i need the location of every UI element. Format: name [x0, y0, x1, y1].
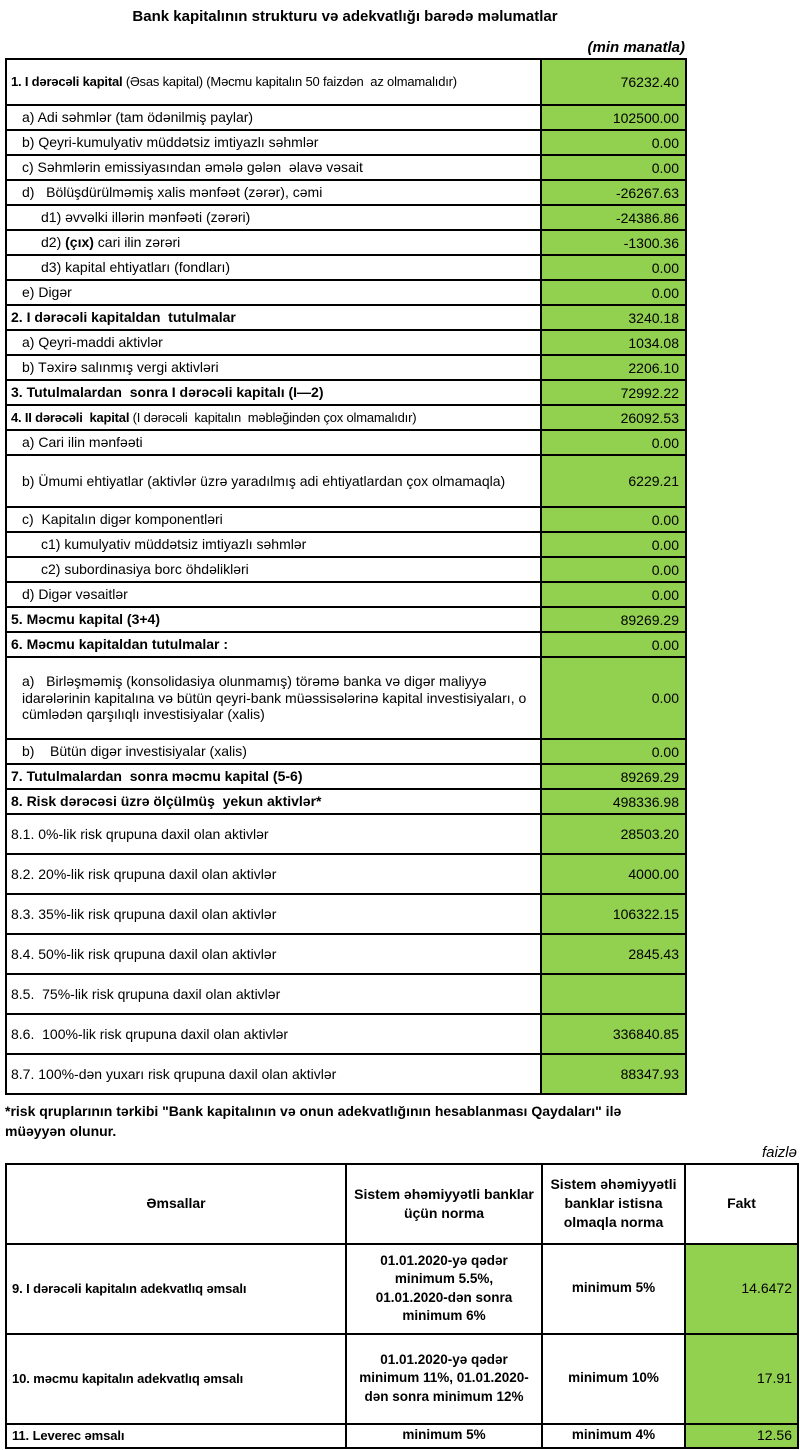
capital-row-value: 1034.08: [542, 331, 685, 354]
capital-row-label: 8.5. 75%-lik risk qrupuna daxil olan aktivlər: [7, 975, 542, 1013]
capital-row: [7, 975, 685, 1015]
capital-row: [7, 406, 685, 431]
percent-note: faizlə: [761, 1143, 797, 1161]
ratio-row-fact: 14.6472: [686, 1245, 797, 1333]
capital-row: [7, 431, 685, 456]
capital-row: [7, 1015, 685, 1055]
capital-row-label: 1. I dərəcəli kapital (Əsas kapital) (Məcmu kapitalın 50 faizdən az olmamalıdır): [7, 60, 542, 104]
capital-row-label: a) Cari ilin mənfəəti: [7, 431, 542, 454]
capital-row: [7, 181, 685, 206]
ratio-row-fact: 12.56: [686, 1425, 797, 1447]
page-title: Bank kapitalının strukturu və adekvatlığı barədə məlumatlar: [132, 8, 558, 25]
capital-row-label: 8.4. 50%-lik risk qrupuna daxil olan aktivlər: [7, 935, 542, 973]
capital-row-label: c) Səhmlərin emissiyasından əmələ gələn əlavə vəsait: [7, 156, 542, 179]
capital-row-label: b) Qeyri-kumulyativ müddətsiz imtiyazlı səhmlər: [7, 131, 542, 154]
capital-row: [7, 558, 685, 583]
capital-row-value: 4000.00: [542, 855, 685, 893]
capital-row-value: 0.00: [542, 131, 685, 154]
capital-row-label: 8.6. 100%-lik risk qrupuna daxil olan aktivlər: [7, 1015, 542, 1053]
capital-row-label: d) Bölüşdürülməmiş xalis mənfəət (zərər), cəmi: [7, 181, 542, 204]
capital-row-value: -24386.86: [542, 206, 685, 229]
capital-row-label: 5. Məcmu kapital (3+4): [7, 608, 542, 631]
capital-row-label: 8.2. 20%-lik risk qrupuna daxil olan aktivlər: [7, 855, 542, 893]
capital-row: [7, 60, 685, 106]
ratio-row-systemic-norm: 01.01.2020-yə qədər minimum 11%, 01.01.2020-dən sonra minimum 12%: [347, 1335, 543, 1423]
capital-row: [7, 765, 685, 790]
ratio-row-other-norm: minimum 10%: [543, 1335, 686, 1423]
ratio-table-header-row: [7, 1165, 797, 1245]
capital-row-label: 3. Tutulmalardan sonra I dərəcəli kapitalı (I—2): [7, 381, 542, 404]
capital-row-value: 0.00: [542, 658, 685, 738]
capital-row-label: b) Təxirə salınmış vergi aktivləri: [7, 356, 542, 379]
ratio-row-systemic-norm: minimum 5%: [347, 1425, 543, 1447]
capital-row-label: 6. Məcmu kapitaldan tutulmalar :: [7, 633, 542, 656]
capital-row-value: 0.00: [542, 156, 685, 179]
capital-row-label: e) Digər: [7, 281, 542, 304]
capital-row-value: 0.00: [542, 740, 685, 763]
capital-row: [7, 658, 685, 740]
capital-row-value: [542, 975, 685, 1013]
ratio-header-other-norm: Sistem əhəmiyyətli banklar istisna olmaqla norma: [543, 1165, 686, 1243]
capital-row-value: 2845.43: [542, 935, 685, 973]
capital-row: [7, 895, 685, 935]
unit-note: (min manatla): [587, 39, 685, 56]
capital-row-value: 3240.18: [542, 306, 685, 329]
capital-row-value: 0.00: [542, 281, 685, 304]
ratio-row-fact: 17.91: [686, 1335, 797, 1423]
ratio-table: [5, 1163, 799, 1449]
capital-row-label: c) Kapitalın digər komponentləri: [7, 508, 542, 531]
capital-row-label: b) Bütün digər investisiyalar (xalis): [7, 740, 542, 763]
ratio-row-other-norm: minimum 4%: [543, 1425, 686, 1447]
capital-row-value: 89269.29: [542, 608, 685, 631]
capital-row-value: 72992.22: [542, 381, 685, 404]
capital-row: [7, 206, 685, 231]
ratio-row-other-norm: minimum 5%: [543, 1245, 686, 1333]
capital-row-value: 0.00: [542, 633, 685, 656]
ratio-row-label: 10. məcmu kapitalın adekvatlıq əmsalı: [7, 1335, 347, 1423]
capital-row: [7, 583, 685, 608]
capital-row-label: a) Qeyri-maddi aktivlər: [7, 331, 542, 354]
capital-row-label: d2) (çıx) cari ilin zərəri: [7, 231, 542, 254]
capital-row-label: 8. Risk dərəcəsi üzrə ölçülmüş yekun aktivlər*: [7, 790, 542, 813]
capital-row-label: c1) kumulyativ müddətsiz imtiyazlı səhmlər: [7, 533, 542, 556]
capital-row: [7, 608, 685, 633]
capital-table: [5, 58, 687, 1095]
capital-row-label: d1) əvvəlki illərin mənfəəti (zərəri): [7, 206, 542, 229]
capital-row: [7, 740, 685, 765]
capital-row-value: 28503.20: [542, 815, 685, 853]
capital-row-label: 8.1. 0%-lik risk qrupuna daxil olan aktivlər: [7, 815, 542, 853]
capital-row-label: d) Digər vəsaitlər: [7, 583, 542, 606]
capital-row: [7, 106, 685, 131]
capital-row: [7, 331, 685, 356]
capital-row-value: 106322.15: [542, 895, 685, 933]
capital-row: [7, 281, 685, 306]
capital-row: [7, 231, 685, 256]
capital-row-value: 89269.29: [542, 765, 685, 788]
capital-row-value: 336840.85: [542, 1015, 685, 1053]
capital-row-value: -1300.36: [542, 231, 685, 254]
capital-row-value: 76232.40: [542, 60, 685, 104]
ratio-header-coefficients: Əmsallar: [7, 1165, 347, 1243]
capital-row-value: -26267.63: [542, 181, 685, 204]
capital-row-label: b) Ümumi ehtiyatlar (aktivlər üzrə yaradılmış adi ehtiyatlardan çox olmamaqla): [7, 456, 542, 506]
capital-row-value: 6229.21: [542, 456, 685, 506]
footnote-line: müəyyən olunur.: [5, 1123, 117, 1140]
capital-row-label: 4. II dərəcəli kapital (I dərəcəli kapitalın məbləğindən çox olmamalıdır): [7, 406, 542, 429]
footnote: [5, 1101, 780, 1142]
ratio-header-systemic-norm: Sistem əhəmiyyətli banklar üçün norma: [347, 1165, 543, 1243]
capital-row-value: 26092.53: [542, 406, 685, 429]
capital-row: [7, 935, 685, 975]
capital-row: [7, 508, 685, 533]
capital-row: [7, 456, 685, 508]
capital-row: [7, 533, 685, 558]
capital-row: [7, 815, 685, 855]
ratio-row: [7, 1245, 797, 1335]
capital-row-label: 2. I dərəcəli kapitaldan tutulmalar: [7, 306, 542, 329]
capital-row-value: 0.00: [542, 431, 685, 454]
capital-row: [7, 156, 685, 181]
capital-row-value: 498336.98: [542, 790, 685, 813]
capital-row-value: 0.00: [542, 558, 685, 581]
ratio-row: [7, 1425, 797, 1447]
capital-row-value: 2206.10: [542, 356, 685, 379]
capital-row: [7, 306, 685, 331]
capital-row: [7, 131, 685, 156]
capital-row: [7, 855, 685, 895]
capital-row-label: d3) kapital ehtiyatları (fondları): [7, 256, 542, 279]
ratio-row-label: 11. Leverec əmsalı: [7, 1425, 347, 1447]
capital-row-label: 8.7. 100%-dən yuxarı risk qrupuna daxil olan aktivlər: [7, 1055, 542, 1093]
capital-row-value: 0.00: [542, 583, 685, 606]
capital-row-value: 88347.93: [542, 1055, 685, 1093]
capital-row: [7, 1055, 685, 1095]
ratio-row-label: 9. I dərəcəli kapitalın adekvatlıq əmsalı: [7, 1245, 347, 1333]
footnote-line: *risk qruplarının tərkibi "Bank kapitalının və onun adekvatlığının hesablanması Qaydaları" ilə: [5, 1103, 622, 1119]
capital-row-value: 102500.00: [542, 106, 685, 129]
ratio-row-systemic-norm: 01.01.2020-yə qədər minimum 5.5%, 01.01.2020-dən sonra minimum 6%: [347, 1245, 543, 1333]
capital-row: [7, 356, 685, 381]
capital-row-label: 8.3. 35%-lik risk qrupuna daxil olan aktivlər: [7, 895, 542, 933]
capital-row-value: 0.00: [542, 533, 685, 556]
capital-row-value: 0.00: [542, 508, 685, 531]
capital-row: [7, 790, 685, 815]
capital-row-value: 0.00: [542, 256, 685, 279]
capital-row-label: a) Adi səhmlər (tam ödənilmiş paylar): [7, 106, 542, 129]
ratio-row: [7, 1335, 797, 1425]
ratio-header-fact: Fakt: [727, 1195, 756, 1212]
capital-row-label: 7. Tutulmalardan sonra məcmu kapital (5-6): [7, 765, 542, 788]
capital-row: [7, 633, 685, 658]
capital-row: [7, 381, 685, 406]
capital-row-label: a) Birləşməmiş (konsolidasiya olunmamış) törəmə banka və digər maliyyə idarələrinin kapitalına və bütün qeyri-bank müəssisələrinə kapital investisiyaları, o cümlədən qarşılıqlı investisiyalar (xalis): [7, 658, 542, 738]
capital-row-label: c2) subordinasiya borc öhdəlikləri: [7, 558, 542, 581]
capital-row: [7, 256, 685, 281]
